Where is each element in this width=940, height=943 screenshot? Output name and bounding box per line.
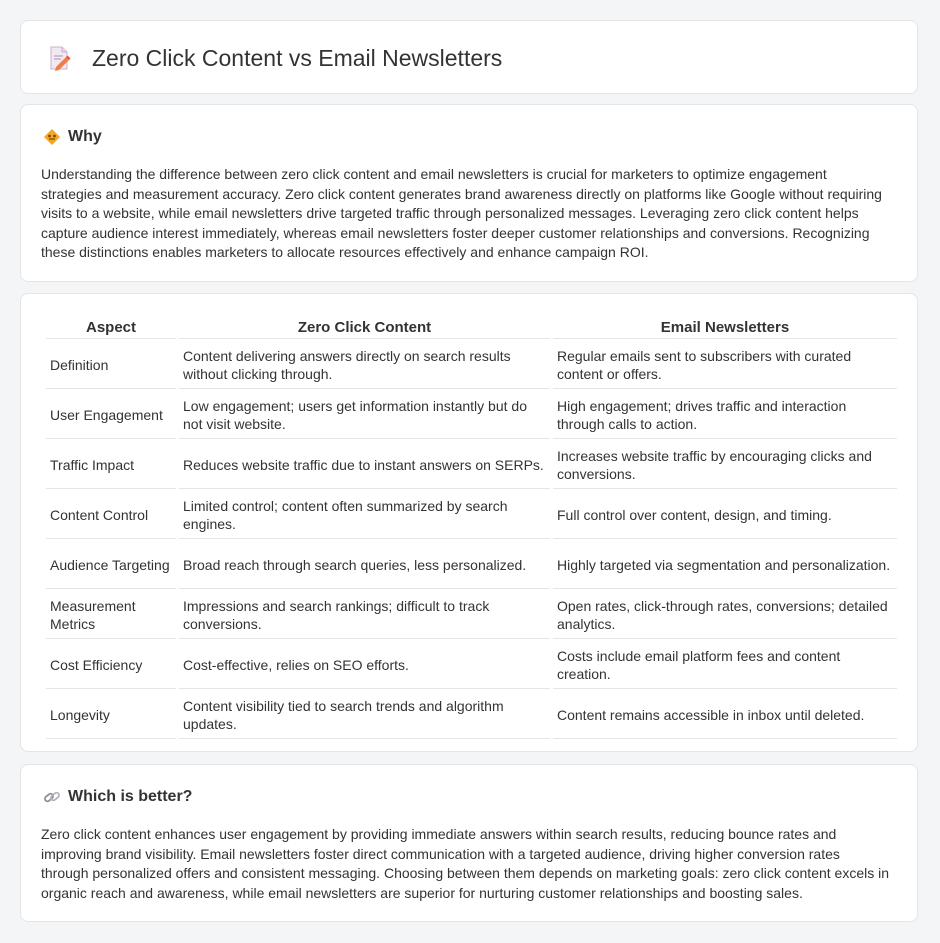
table-row (46, 591, 897, 639)
table-row (46, 391, 897, 439)
cell-zero-click: Impressions and search rankings; difficult to track conversions. (179, 591, 550, 639)
header-zero-click-content: Zero Click Content (179, 318, 550, 339)
cell-aspect: Traffic Impact (46, 441, 176, 489)
cell-zero-click: Broad reach through search queries, less personalized. (179, 541, 550, 589)
table-row (46, 541, 897, 589)
page-title: Zero Click Content vs Email Newsletters (92, 45, 503, 71)
cell-aspect: Longevity (46, 691, 176, 739)
cell-aspect: Cost Efficiency (46, 641, 176, 689)
why-section (20, 104, 918, 282)
cell-zero-click: Content visibility tied to search trends and algorithm updates. (179, 691, 550, 739)
table-row (46, 441, 897, 489)
target-icon (43, 128, 61, 146)
why-heading (43, 127, 102, 147)
cell-zero-click: Low engagement; users get information instantly but do not visit website. (179, 391, 550, 439)
which-is-better-section (20, 764, 918, 922)
cell-email: Content remains accessible in inbox until deleted. (553, 691, 897, 739)
cell-email: Costs include email platform fees and content creation. (553, 641, 897, 689)
which-is-better-text: Zero click content enhances user engagement by providing immediate answers within search results, reducing bounce rates and improving brand visibility. Email newsletters foster direct communication with a targeted audience, driving higher conversion rates through personalized offers and consistent messaging. Choosing between them depends on marketing goals: zero click content excels in organic reach and awareness, while email newsletters are superior for nurturing customer relationships and boosting sales. (41, 826, 890, 901)
why-text: Understanding the difference between zero click content and email newsletters is crucial for marketers to optimize engagement strategies and measurement accuracy. Zero click content generates brand awareness directly on platforms like Google without requiring visits to a website, while email newsletters drive targeted traffic through personalized messages. Leveraging zero click content helps capture audience interest immediately, whereas email newsletters foster deeper customer relationships and conversions. Recognizing these distinctions enables marketers to allocate resources effectively and enhance campaign ROI. (41, 166, 882, 261)
header-email-newsletters: Email Newsletters (553, 318, 897, 339)
document-pencil-icon (47, 45, 71, 71)
header-aspect: Aspect (46, 318, 176, 339)
link-icon (43, 788, 61, 806)
title-card (20, 20, 918, 94)
cell-email: Full control over content, design, and timing. (553, 491, 897, 539)
cell-zero-click: Reduces website traffic due to instant answers on SERPs. (179, 441, 550, 489)
cell-zero-click: Cost-effective, relies on SEO efforts. (179, 641, 550, 689)
why-title: Why (68, 128, 102, 145)
table-header-row (46, 318, 897, 339)
cell-aspect: Audience Targeting (46, 541, 176, 589)
cell-zero-click: Content delivering answers directly on search results without clicking through. (179, 341, 550, 389)
table-row (46, 491, 897, 539)
cell-aspect: User Engagement (46, 391, 176, 439)
cell-zero-click: Limited control; content often summarized by search engines. (179, 491, 550, 539)
cell-aspect: Measurement Metrics (46, 591, 176, 639)
table-row (46, 341, 897, 389)
which-is-better-heading (43, 787, 192, 807)
cell-email: Increases website traffic by encouraging clicks and conversions. (553, 441, 897, 489)
cell-aspect: Definition (46, 341, 176, 389)
cell-email: Open rates, click-through rates, conversions; detailed analytics. (553, 591, 897, 639)
table-row (46, 691, 897, 739)
table-row (46, 641, 897, 689)
cell-aspect: Content Control (46, 491, 176, 539)
comparison-card (20, 293, 918, 752)
cell-email: High engagement; drives traffic and interaction through calls to action. (553, 391, 897, 439)
cell-email: Highly targeted via segmentation and personalization. (553, 541, 897, 589)
cell-email: Regular emails sent to subscribers with curated content or offers. (553, 341, 897, 389)
comparison-table (43, 316, 900, 741)
which-is-better-title: Which is better? (68, 788, 193, 805)
